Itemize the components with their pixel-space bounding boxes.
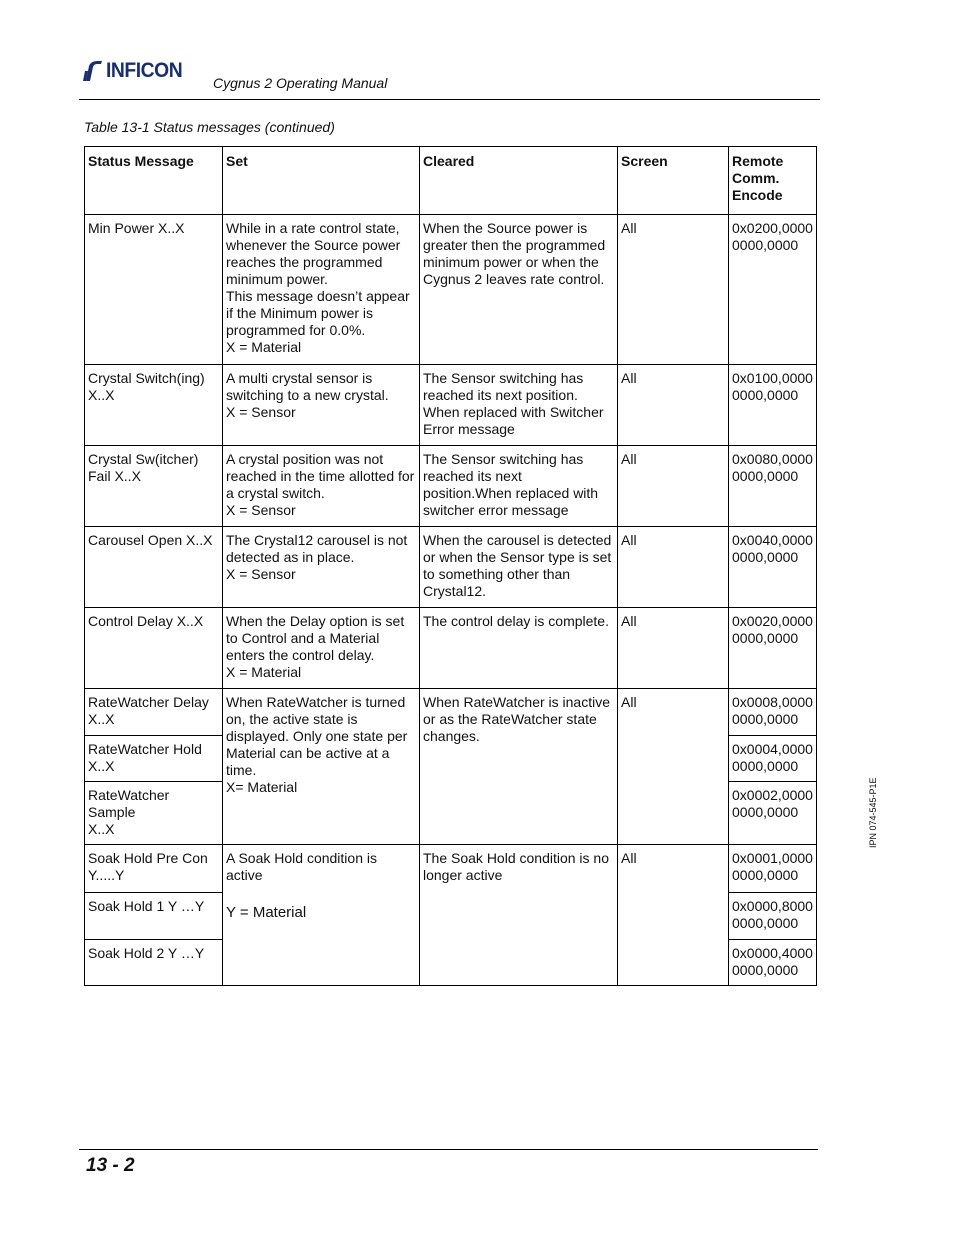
set-cell: A crystal position was not reached in the time allotted for a crystal switch. X = Sensor xyxy=(223,446,420,527)
table-row xyxy=(85,689,817,736)
screen-cell: All xyxy=(618,527,729,608)
table-row xyxy=(85,446,817,527)
status-message-cell: Soak Hold 2 Y …Y xyxy=(85,940,223,986)
column-header-screen: Screen xyxy=(618,147,729,215)
screen-cell: All xyxy=(618,215,729,365)
status-message-cell: Crystal Switch(ing) X..X xyxy=(85,365,223,446)
document-id: IPN 074-545-P1E xyxy=(868,777,878,848)
encode-cell: 0x0020,0000 0000,0000 xyxy=(729,608,817,689)
cleared-cell: When the Source power is greater then the programmed minimum power or when the Cygnus 2 leaves rate control. xyxy=(420,215,618,365)
cleared-cell: When the carousel is detected or when the Sensor type is set to something other than Crystal12. xyxy=(420,527,618,608)
status-message-cell: Carousel Open X..X xyxy=(85,527,223,608)
logo-text: INFICON xyxy=(106,59,183,82)
cleared-cell: The Soak Hold condition is no longer active xyxy=(420,845,618,986)
encode-cell: 0x0001,0000 0000,0000 xyxy=(729,845,817,893)
encode-cell: 0x0000,8000 0000,0000 xyxy=(729,893,817,940)
footer-rule xyxy=(79,1149,818,1150)
status-message-cell: Soak Hold Pre Con Y.....Y xyxy=(85,845,223,893)
encode-cell: 0x0200,0000 0000,0000 xyxy=(729,215,817,365)
header-rule xyxy=(79,99,820,100)
inficon-logo xyxy=(82,58,189,84)
soak-set-line: A Soak Hold condition is active xyxy=(226,850,377,883)
set-cell: A multi crystal sensor is switching to a new crystal. X = Sensor xyxy=(223,365,420,446)
screen-cell: All xyxy=(618,608,729,689)
set-cell: While in a rate control state, whenever the Source power reaches the programmed minimum power. This message doesn’t appear if the Minimum power is programmed for 0.0%. X = Material xyxy=(223,215,420,365)
encode-cell: 0x0080,0000 0000,0000 xyxy=(729,446,817,527)
table-row xyxy=(85,365,817,446)
screen-cell: All xyxy=(618,365,729,446)
column-header-status-message: Status Message xyxy=(85,147,223,215)
screen-cell: All xyxy=(618,845,729,986)
column-header-set: Set xyxy=(223,147,420,215)
spacer xyxy=(226,884,416,904)
inficon-logo-icon xyxy=(82,59,104,83)
set-cell xyxy=(223,845,420,986)
manual-title: Cygnus 2 Operating Manual xyxy=(213,75,388,91)
encode-cell: 0x0008,0000 0000,0000 xyxy=(729,689,817,736)
soak-set-material: Y = Material xyxy=(226,904,307,921)
cleared-cell: The Sensor switching has reached its next position.When replaced with switcher error message xyxy=(420,446,618,527)
column-header-encode: Remote Comm. Encode xyxy=(729,147,817,215)
table-row xyxy=(85,608,817,689)
status-message-cell: RateWatcher Hold X..X xyxy=(85,736,223,782)
status-message-cell: Min Power X..X xyxy=(85,215,223,365)
page-number: 13 - 2 xyxy=(86,1155,135,1176)
screen-cell: All xyxy=(618,689,729,845)
set-cell: The Crystal12 carousel is not detected as in place. X = Sensor xyxy=(223,527,420,608)
table-row xyxy=(85,527,817,608)
status-message-cell: Control Delay X..X xyxy=(85,608,223,689)
encode-cell: 0x0040,0000 0000,0000 xyxy=(729,527,817,608)
status-messages-table xyxy=(84,146,817,986)
encode-cell: 0x0100,0000 0000,0000 xyxy=(729,365,817,446)
column-header-cleared: Cleared xyxy=(420,147,618,215)
status-message-cell: Soak Hold 1 Y …Y xyxy=(85,893,223,940)
encode-cell: 0x0002,0000 0000,0000 xyxy=(729,782,817,845)
table-row xyxy=(85,845,817,893)
cleared-cell: When RateWatcher is inactive or as the RateWatcher state changes. xyxy=(420,689,618,845)
cleared-cell: The control delay is complete. xyxy=(420,608,618,689)
status-message-cell: Crystal Sw(itcher) Fail X..X xyxy=(85,446,223,527)
set-cell: When the Delay option is set to Control and a Material enters the control delay. X = Material xyxy=(223,608,420,689)
status-message-cell: RateWatcher Delay X..X xyxy=(85,689,223,736)
status-message-cell: RateWatcher Sample X..X xyxy=(85,782,223,845)
encode-cell: 0x0000,4000 0000,0000 xyxy=(729,940,817,986)
table-row xyxy=(85,215,817,365)
cleared-cell: The Sensor switching has reached its next position. When replaced with Switcher Error message xyxy=(420,365,618,446)
set-cell: When RateWatcher is turned on, the active state is displayed. Only one state per Material can be active at a time. X= Material xyxy=(223,689,420,845)
encode-cell: 0x0004,0000 0000,0000 xyxy=(729,736,817,782)
table-header-row xyxy=(85,147,817,215)
table-caption: Table 13-1 Status messages (continued) xyxy=(84,119,335,135)
screen-cell: All xyxy=(618,446,729,527)
